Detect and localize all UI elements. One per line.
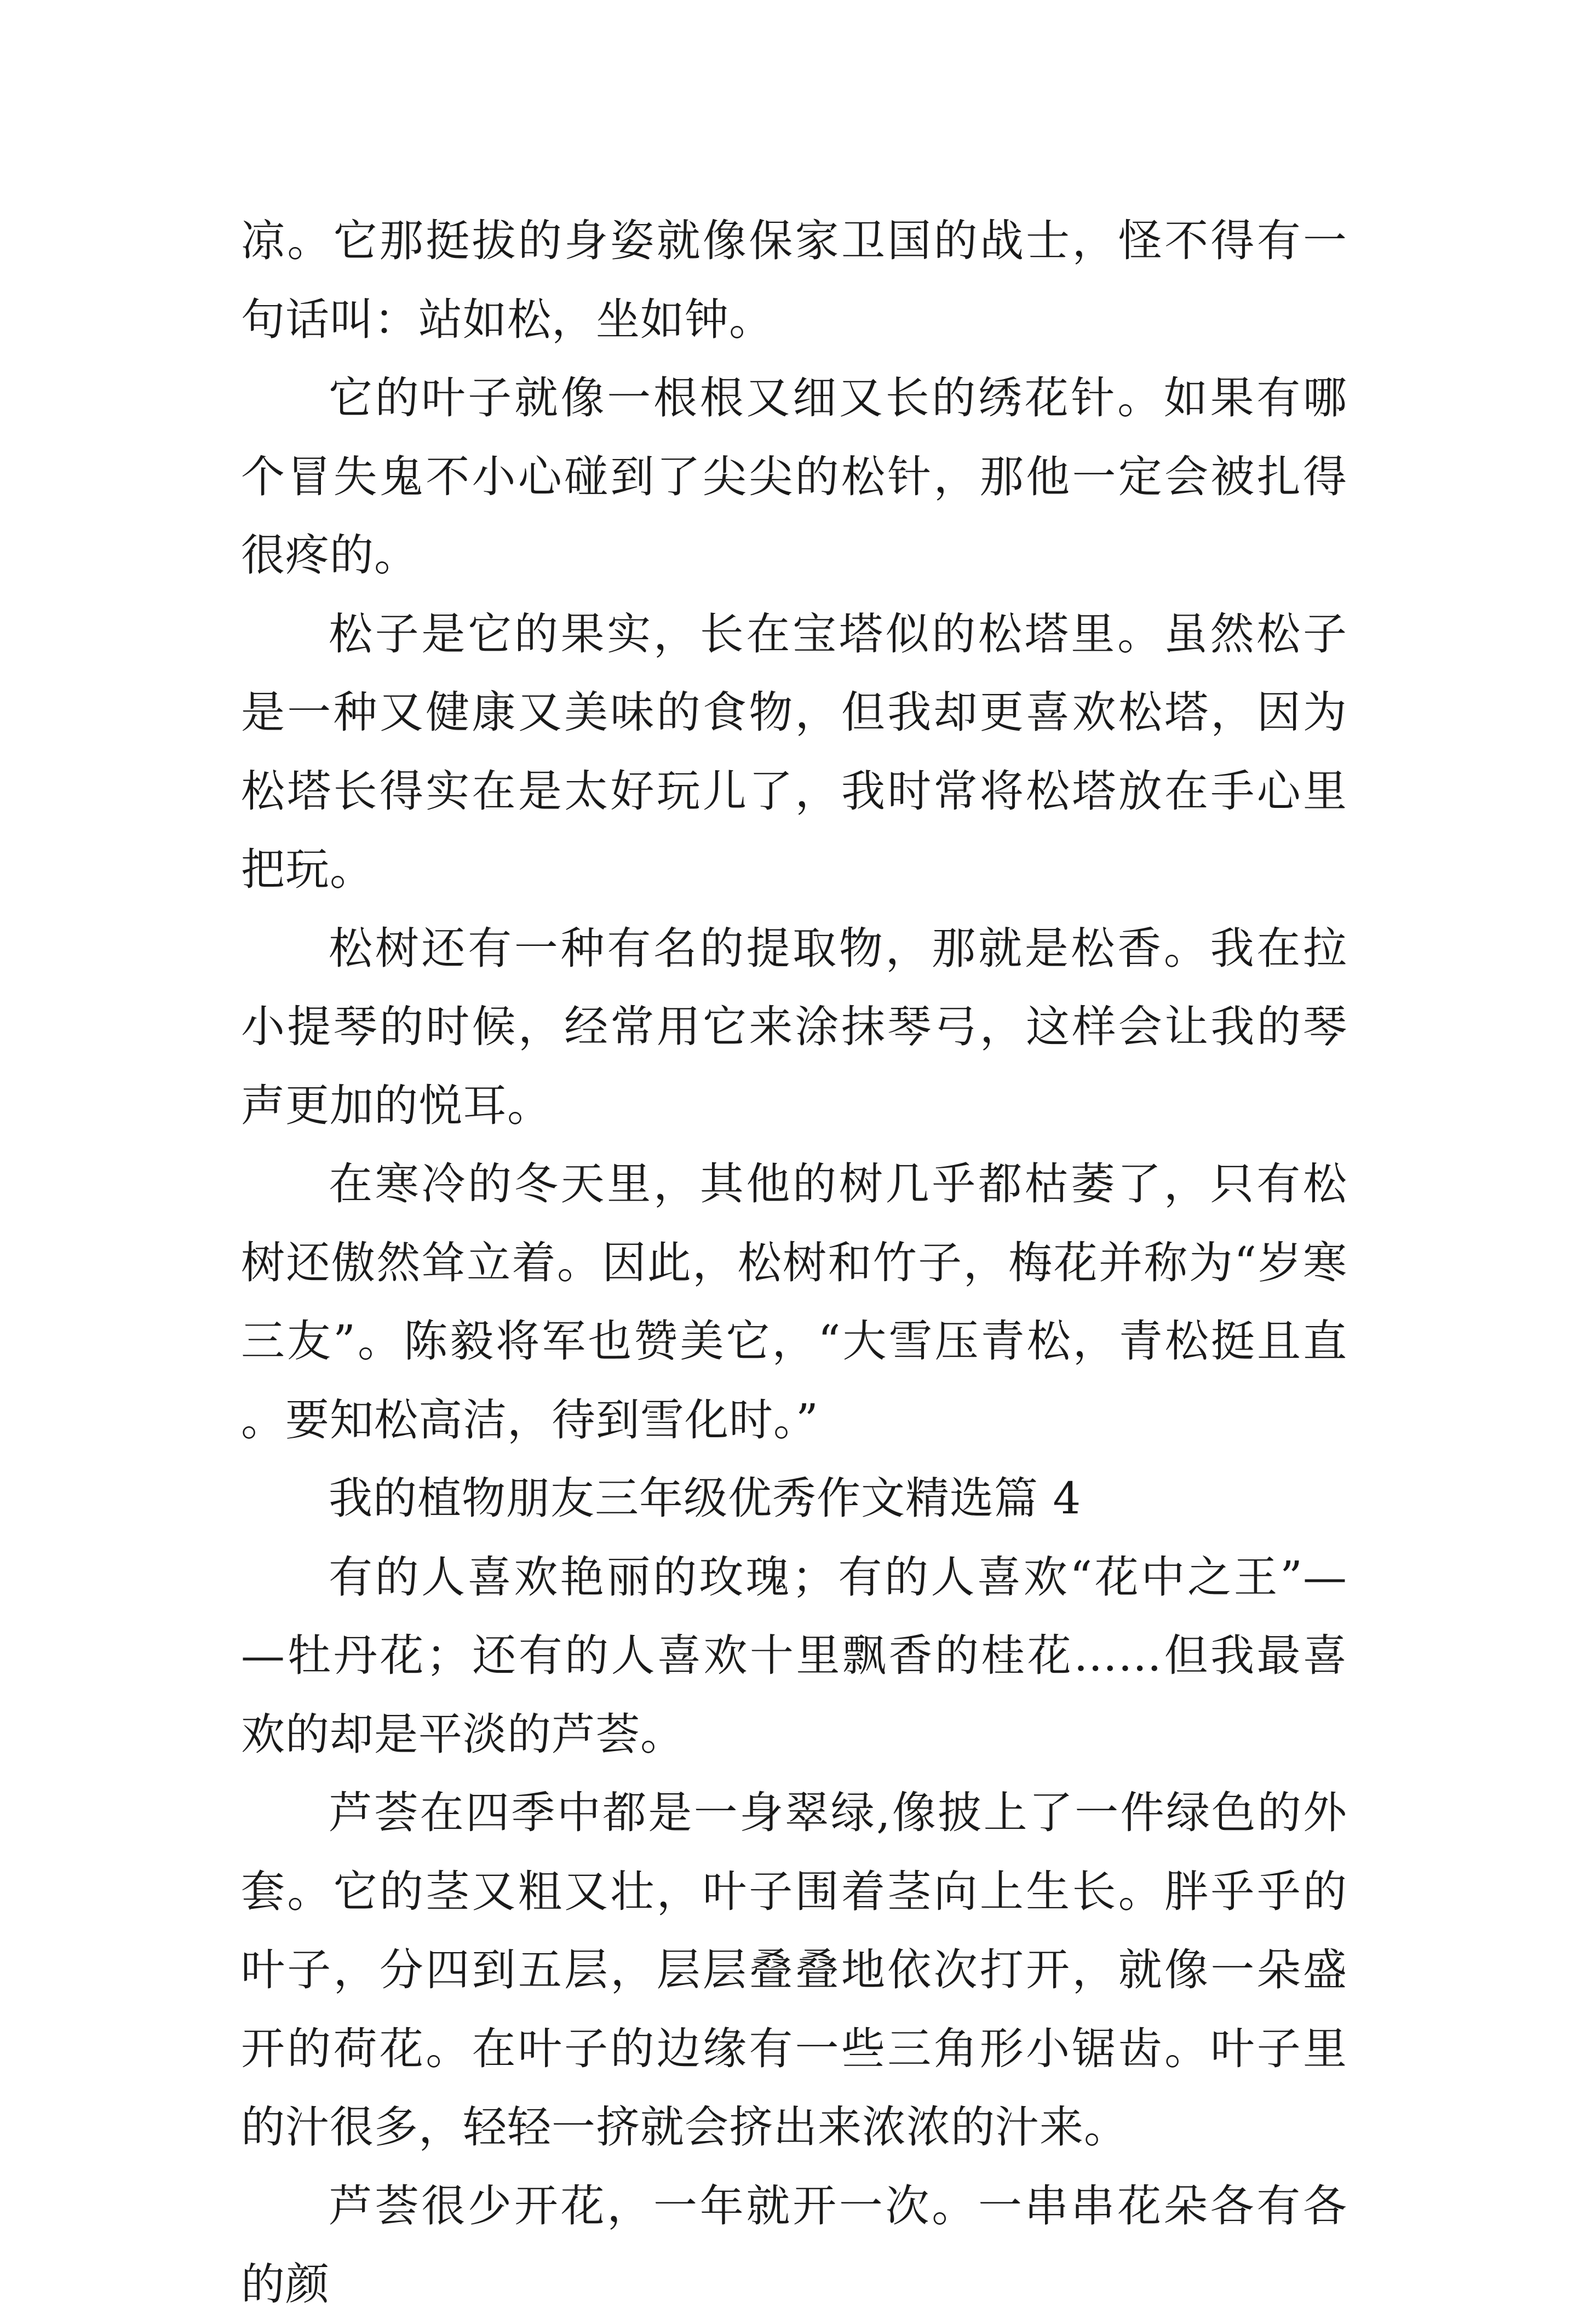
paragraph-1: 凉。它那挺拔的身姿就像保家卫国的战士，怪不得有一句话叫：站如松，坐如钟。 bbox=[241, 215, 1347, 345]
paragraph-9: 芦荟很少开花，一年就开一次。一串串花朵各有各的颜 bbox=[241, 2180, 1347, 2310]
paragraph-7: 有的人喜欢艳丽的玫瑰；有的人喜欢“花中之王”——牡丹花；还有的人喜欢十里飘香的桂花……但我最喜欢的却是平淡的芦荟。 bbox=[241, 1551, 1347, 1760]
paragraph-8: 芦荟在四季中都是一身翠绿,像披上了一件绿色的外套。它的茎又粗又壮，叶子围着茎向上生长。胖乎乎的叶子，分四到五层，层层叠叠地依次打开，就像一朵盛开的荷花。在叶子的边缘有一些三角形小锯齿。叶子里的汁很多，轻轻一挤就会挤出来浓浓的汁来。 bbox=[241, 1787, 1347, 2153]
document-body bbox=[241, 202, 1347, 2324]
paragraph-5: 在寒冷的冬天里，其他的树几乎都枯萎了，只有松树还傲然耸立着。因此，松树和竹子，梅花并称为“岁寒三友”。陈毅将军也赞美它，“大雪压青松，青松挺且直。要知松高洁，待到雪化时。” bbox=[241, 1158, 1347, 1445]
section-heading: 我的植物朋友三年级优秀作文精选篇 4 bbox=[329, 1473, 1082, 1524]
paragraph-2: 它的叶子就像一根根又细又长的绣花针。如果有哪个冒失鬼不小心碰到了尖尖的松针，那他一定会被扎得很疼的。 bbox=[241, 372, 1347, 581]
paragraph-4: 松树还有一种有名的提取物，那就是松香。我在拉小提琴的时候，经常用它来涂抹琴弓，这样会让我的琴声更加的悦耳。 bbox=[241, 922, 1347, 1131]
paragraph-3: 松子是它的果实，长在宝塔似的松塔里。虽然松子是一种又健康又美味的食物，但我却更喜欢松塔，因为松塔长得实在是太好玩儿了，我时常将松塔放在手心里把玩。 bbox=[241, 608, 1347, 895]
